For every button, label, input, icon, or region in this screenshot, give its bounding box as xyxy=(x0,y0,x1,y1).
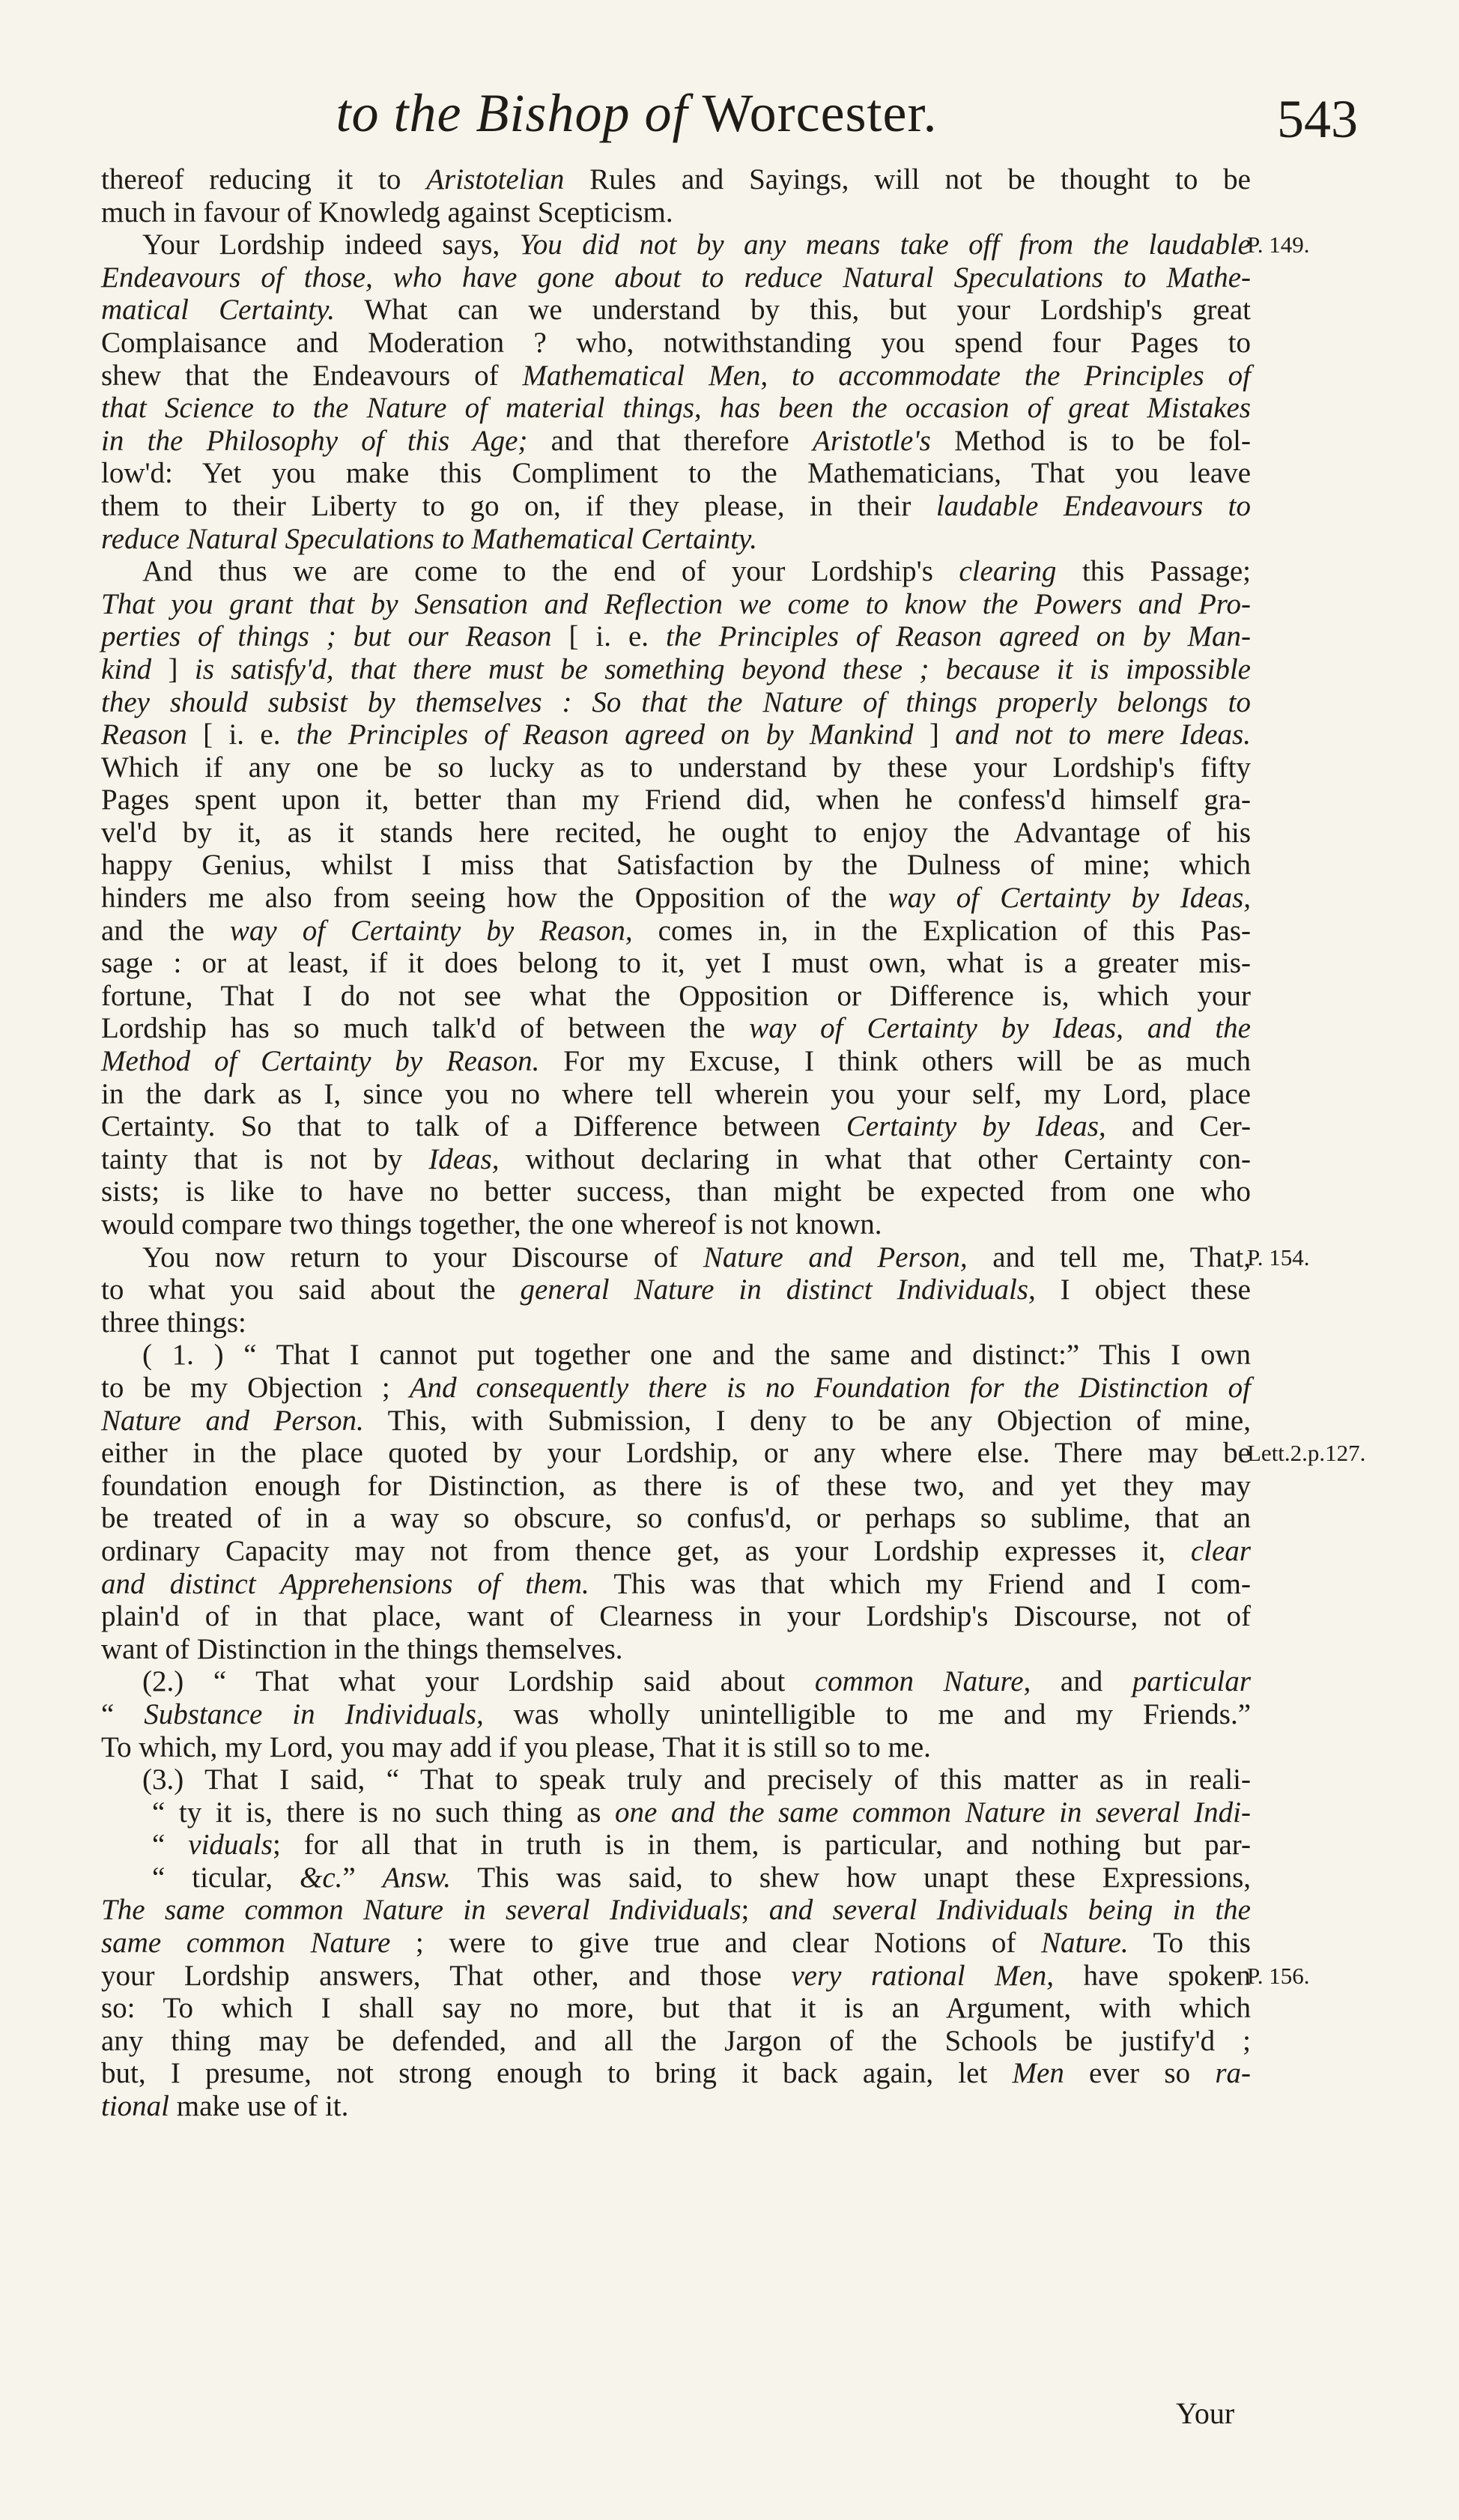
text-line xyxy=(101,294,1251,327)
roman-run: this Passage; xyxy=(1056,555,1251,588)
roman-run: any thing may be defended, and all the Jargon of the Schools be justify'd ; xyxy=(101,2024,1251,2057)
roman-run: [ i. e. xyxy=(568,620,666,653)
text-line xyxy=(101,1568,1251,1601)
text-line xyxy=(101,457,1251,490)
roman-run: “ xyxy=(101,1697,145,1730)
roman-run: ( 1. ) “ That I cannot put together one and the same and distinct:” This I own xyxy=(142,1339,1251,1372)
roman-run: sists; is like to have no better success, than might be expected from one who xyxy=(101,1175,1251,1208)
roman-run: thereof reducing it to xyxy=(101,163,427,196)
text-line xyxy=(101,1306,1251,1339)
text-line xyxy=(101,1241,1251,1274)
italic-run: tional xyxy=(101,2090,170,2123)
roman-run: ] xyxy=(913,718,956,751)
text-line xyxy=(101,360,1251,393)
text-line xyxy=(101,751,1251,784)
text-line xyxy=(101,1894,1251,1927)
margin-note: P. 156. xyxy=(1247,1963,1310,1989)
text-line xyxy=(101,1731,1251,1764)
italic-run: very rational Men, xyxy=(791,1959,1055,1992)
text-line xyxy=(101,1829,1251,1862)
roman-run: Lordship has so much talk'd of between the xyxy=(101,1012,750,1045)
italic-run: particular xyxy=(1132,1665,1252,1698)
roman-run: Certainty. So that to talk of a Difference between xyxy=(101,1110,846,1143)
margin-note: P. 154. xyxy=(1247,1244,1310,1270)
roman-run: To this xyxy=(1128,1927,1251,1960)
margin-note: P. 149. xyxy=(1247,231,1310,258)
catchword: Your xyxy=(1176,2396,1235,2430)
text-line xyxy=(101,1763,1251,1796)
italic-run: one and the same common Nature in several Indi- xyxy=(614,1796,1251,1829)
italic-run: matical Certainty. xyxy=(101,294,336,327)
roman-run: without declaring in what that other Certainty con- xyxy=(499,1142,1251,1175)
roman-run: To which, my Lord, you may add if you please, That it is still so to me. xyxy=(101,1730,931,1763)
roman-run: hinders me also from seeing how the Opposition of the xyxy=(101,882,888,915)
italic-run: Certainty by Ideas, xyxy=(846,1110,1106,1143)
italic-run: clearing xyxy=(959,555,1057,588)
text-line xyxy=(101,849,1251,882)
text-line xyxy=(101,228,1251,261)
italic-run: Mathematical Men, to accommodate the Principles of xyxy=(522,359,1251,392)
text-line xyxy=(101,1110,1251,1143)
roman-run: “ ticular, xyxy=(152,1861,300,1894)
roman-run: What can we understand by this, but your Lordship's great xyxy=(335,294,1251,327)
italic-run: Aristotelian xyxy=(426,163,565,196)
italic-run: the Principles of Reason agreed on by Man- xyxy=(665,620,1252,653)
roman-run: have spoken xyxy=(1054,1959,1251,1992)
italic-run: Nature and Person. xyxy=(101,1404,364,1437)
roman-run: vel'd by it, as it stands here recited, he ought to enjoy the Advantage of his xyxy=(101,816,1251,849)
text-line xyxy=(101,1698,1251,1731)
text-line xyxy=(101,1273,1251,1306)
roman-run: make use of it. xyxy=(169,2090,349,2123)
running-title-roman: Worcester. xyxy=(702,83,938,143)
italic-run: Nature and Person, xyxy=(703,1241,968,1273)
text-line xyxy=(101,1600,1251,1633)
roman-run: want of Distinction in the things themselves. xyxy=(101,1632,623,1665)
roman-run: be treated of in a way so obscure, so confus'd, or perhaps so sublime, that an xyxy=(101,1502,1251,1535)
italic-run: perties of things ; but our Reason xyxy=(101,620,569,653)
roman-run: your Lordship answers, That other, and those xyxy=(101,1959,792,1992)
roman-run: sage : or at least, if it does belong to it, yet I must own, what is a greater mis- xyxy=(101,947,1251,980)
roman-run: (3.) That I said, “ That to speak truly and precisely of this matter as in reali- xyxy=(142,1763,1251,1796)
italic-run: general Nature in distinct Individuals, xyxy=(520,1273,1036,1306)
page-header xyxy=(0,82,1459,157)
roman-run: either in the place quoted by your Lordship, or any where else. There may be xyxy=(101,1437,1251,1470)
text-line xyxy=(101,817,1251,849)
italic-run: Method of Certainty by Reason. xyxy=(101,1045,540,1078)
italic-run: is satisfy'd, that there must be something beyond these ; because it is impossible xyxy=(194,652,1251,685)
roman-run: low'd: Yet you make this Compliment to the Mathematicians, That you leave xyxy=(101,457,1251,490)
text-line xyxy=(101,1437,1251,1470)
italic-run: clear xyxy=(1190,1534,1251,1567)
text-line xyxy=(101,1502,1251,1535)
text-line xyxy=(101,1078,1251,1111)
italic-run: they should subsist by themselves : So that the Nature of things properly belongs to xyxy=(101,685,1251,718)
text-line xyxy=(101,882,1251,915)
italic-run: Ideas, xyxy=(428,1142,500,1175)
italic-run: &c. xyxy=(300,1861,343,1894)
roman-run: ” xyxy=(342,1861,383,1894)
italic-run: That you grant that by Sensation and Reflection we come to know the Powers and Pro- xyxy=(101,587,1251,620)
text-line xyxy=(101,1372,1251,1405)
roman-run: in the dark as I, since you no where tell wherein you your self, my Lord, place xyxy=(101,1077,1251,1110)
roman-run: You now return to your Discourse of xyxy=(142,1241,703,1273)
roman-run: and tell me, That, xyxy=(967,1241,1251,1273)
italic-run: viduals xyxy=(188,1829,273,1862)
roman-run: and Cer- xyxy=(1105,1110,1251,1143)
roman-run: ordinary Capacity may not from thence get, as your Lordship expresses it, xyxy=(101,1534,1191,1567)
text-line xyxy=(101,718,1251,751)
text-line xyxy=(101,588,1251,621)
italic-run: Nature. xyxy=(1040,1927,1129,1960)
page-number: 543 xyxy=(1277,89,1358,149)
text-line xyxy=(101,1992,1251,2025)
text-line xyxy=(101,425,1251,458)
text-line xyxy=(101,1208,1251,1241)
text-line xyxy=(101,1665,1251,1698)
roman-run: and that therefore xyxy=(527,424,813,457)
running-title-italic: to the Bishop of xyxy=(336,83,688,143)
roman-run: ; xyxy=(741,1894,769,1927)
italic-run: Aristotle's xyxy=(813,424,931,457)
italic-run: The same common Nature in several Individuals xyxy=(101,1894,741,1927)
roman-run: and xyxy=(1031,1665,1132,1698)
roman-run: Complaisance and Moderation ? who, notwithstanding you spend four Pages to xyxy=(101,326,1251,359)
roman-run: ; for all that in truth is in them, is particular, and nothing but par- xyxy=(272,1829,1252,1862)
text-line xyxy=(101,784,1251,817)
italic-run: kind xyxy=(101,652,152,685)
roman-run: plain'd of in that place, want of Clearness in your Lordship's Discourse, not of xyxy=(101,1600,1251,1633)
text-line xyxy=(101,327,1251,360)
italic-run: You did not by any means take off from the laudable xyxy=(519,228,1251,261)
text-line xyxy=(101,1535,1251,1568)
text-line xyxy=(101,1862,1251,1894)
roman-run: comes in, in the Explication of this Pas- xyxy=(632,914,1251,947)
body-text xyxy=(101,163,1251,2123)
text-line xyxy=(101,1960,1251,1993)
text-line xyxy=(101,947,1251,980)
text-line xyxy=(101,653,1251,686)
roman-run: Method is to be fol- xyxy=(930,424,1251,457)
italic-run: laudable Endeavours to xyxy=(935,489,1251,522)
italic-run: way of Certainty by Reason, xyxy=(229,914,633,947)
text-line xyxy=(101,915,1251,948)
roman-run: [ i. e. xyxy=(186,718,297,751)
roman-run: Which if any one be so lucky as to understand by these your Lordship's fifty xyxy=(101,751,1251,784)
text-line xyxy=(101,1796,1251,1829)
italic-run: same common Nature xyxy=(101,1927,391,1960)
roman-run: And thus we are come to the end of your Lordship's xyxy=(142,555,959,588)
text-line xyxy=(101,2057,1251,2090)
text-line xyxy=(101,523,1251,556)
italic-run: that Science to the Nature of material things, has been the occasion of great Mistakes xyxy=(101,392,1251,425)
italic-run: Endeavours of those, who have gone about to reduce Natural Speculations to Mathe- xyxy=(101,261,1251,294)
roman-run: them to their Liberty to go on, if they please, in their xyxy=(101,489,936,522)
roman-run: much in favour of Knowledg against Scepticism. xyxy=(101,196,673,228)
roman-run: to what you said about the xyxy=(101,1273,521,1306)
roman-run: fortune, That I do not see what the Opposition or Difference is, which your xyxy=(101,979,1251,1012)
roman-run: Pages spent upon it, better than my Friend did, when he confess'd himself gra- xyxy=(101,784,1251,817)
italic-run: reduce Natural Speculations to Mathematical Certainty. xyxy=(101,522,757,555)
roman-run: This was that which my Friend and I com- xyxy=(589,1567,1251,1600)
italic-run: way of Certainty by Ideas, xyxy=(888,882,1251,915)
roman-run: foundation enough for Distinction, as there is of these two, and yet they may xyxy=(101,1469,1251,1502)
text-line xyxy=(101,1339,1251,1372)
text-line xyxy=(101,261,1251,294)
roman-run: (2.) “ That what your Lordship said about xyxy=(142,1665,815,1698)
roman-run: This, with Submission, I deny to be any Objection of mine, xyxy=(363,1404,1251,1437)
text-line xyxy=(101,1405,1251,1438)
roman-run: would compare two things together, the one whereof is not known. xyxy=(101,1208,882,1241)
roman-run: tainty that is not by xyxy=(101,1142,429,1175)
roman-run: ever so xyxy=(1064,2057,1216,2090)
text-line xyxy=(101,163,1251,196)
roman-run: and the xyxy=(101,914,230,947)
roman-run: “ xyxy=(152,1829,189,1862)
margin-note: Lett.2.p.127. xyxy=(1247,1440,1366,1467)
roman-run: This was said, to shew how unapt these Expressions, xyxy=(451,1861,1251,1894)
running-title xyxy=(300,82,974,145)
text-line xyxy=(101,2090,1251,2123)
italic-run: and distinct Apprehensions of them. xyxy=(101,1567,589,1600)
italic-run: common Nature, xyxy=(814,1665,1031,1698)
text-line xyxy=(101,196,1251,229)
roman-run: ; were to give true and clear Notions of xyxy=(390,1927,1041,1960)
text-line xyxy=(101,490,1251,523)
roman-run: shew that the Endeavours of xyxy=(101,359,523,392)
roman-run: but, I presume, not strong enough to bring it back again, let xyxy=(101,2057,1013,2090)
text-line xyxy=(101,1927,1251,1960)
italic-run: the Principles of Reason agreed on by Mankind xyxy=(296,718,914,751)
italic-run: Reason xyxy=(101,718,187,751)
text-line xyxy=(101,686,1251,719)
text-line xyxy=(101,980,1251,1013)
roman-run: Your Lordship indeed says, xyxy=(142,228,520,261)
text-line xyxy=(101,1012,1251,1045)
italic-run: in the Philosophy of this Age; xyxy=(101,424,528,457)
italic-run: way of Certainty by Ideas, and the xyxy=(749,1012,1251,1045)
text-line xyxy=(101,1470,1251,1503)
roman-run: “ ty it is, there is no such thing as xyxy=(152,1796,615,1829)
italic-run: Men xyxy=(1012,2057,1064,2090)
roman-run: so: To which I shall say no more, but that it is an Argument, with which xyxy=(101,1992,1251,2025)
text-line xyxy=(101,1175,1251,1208)
text-line xyxy=(101,1633,1251,1666)
roman-run: I object these xyxy=(1035,1273,1251,1306)
italic-run: and not to mere Ideas. xyxy=(955,718,1251,751)
roman-run: to be my Objection ; xyxy=(101,1371,410,1404)
italic-run: ra- xyxy=(1215,2057,1251,2090)
roman-run: For my Excuse, I think others will be as much xyxy=(539,1045,1251,1078)
roman-run: three things: xyxy=(101,1306,246,1339)
roman-run: ] xyxy=(151,652,195,685)
roman-run: was wholly unintelligible to me and my Friends.” xyxy=(483,1697,1252,1730)
italic-run: Substance in Individuals, xyxy=(144,1697,484,1730)
text-line xyxy=(101,1143,1251,1176)
text-line xyxy=(101,1045,1251,1078)
italic-run: and several Individuals being in the xyxy=(768,1894,1251,1927)
text-line xyxy=(101,392,1251,425)
italic-run: Answ. xyxy=(382,1861,452,1894)
text-line xyxy=(101,555,1251,588)
text-line xyxy=(101,2025,1251,2058)
roman-run: Rules and Sayings, will not be thought to be xyxy=(564,163,1251,196)
italic-run: And consequently there is no Foundation for the Distinction of xyxy=(409,1371,1251,1404)
text-line xyxy=(101,620,1251,653)
roman-run: happy Genius, whilst I miss that Satisfaction by the Dulness of mine; which xyxy=(101,849,1251,882)
